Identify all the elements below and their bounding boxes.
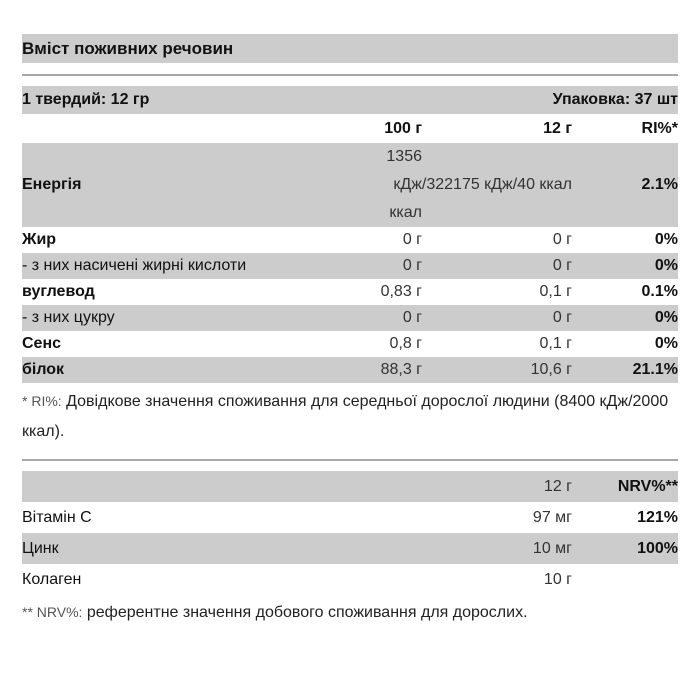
header-name xyxy=(22,114,322,143)
vitamin-nrv: 100% xyxy=(572,533,678,564)
serving-size: 1 твердий: 12 гр xyxy=(22,91,150,108)
header-per100: 100 г xyxy=(384,120,422,137)
nutrient-name: Жир xyxy=(22,231,57,248)
nutrient-ri: 0% xyxy=(572,253,678,279)
nutrient-ri: 21.1% xyxy=(572,357,678,383)
energy-values xyxy=(322,143,572,227)
header-nrv: NRV%** xyxy=(572,471,678,502)
table-row xyxy=(22,357,678,383)
table-row xyxy=(22,279,678,305)
vitamin-name: Цинк xyxy=(22,533,422,564)
nutrient-name: білок xyxy=(22,357,322,383)
nrv-footnote-marker: ** NRV%: xyxy=(22,604,83,620)
nutrient-name: вуглевод xyxy=(22,283,95,300)
nutrient-ri: 0% xyxy=(654,231,678,248)
divider xyxy=(22,459,678,461)
nutrient-name: Сенс xyxy=(22,335,62,352)
vitamins-table xyxy=(22,471,678,595)
nutrient-serving: 0 г xyxy=(422,253,572,279)
vitamin-nrv xyxy=(572,564,678,595)
nutrient-name: - з них цукру xyxy=(22,305,322,331)
table-row xyxy=(22,331,678,357)
energy-line-3: ккал xyxy=(389,204,422,221)
table-row xyxy=(22,305,678,331)
table-header xyxy=(22,114,678,143)
nutrient-per100: 0,83 г xyxy=(380,283,422,300)
nutrient-per100: 0,8 г xyxy=(389,335,422,352)
header-serving: 12 г xyxy=(543,120,572,137)
nutrient-ri: 0.1% xyxy=(641,283,678,300)
nutrient-name: Енергія xyxy=(22,143,322,227)
table-row xyxy=(22,502,678,533)
vitamin-serving: 97 мг xyxy=(532,509,572,526)
nutrient-ri: 0% xyxy=(572,305,678,331)
vitamin-serving: 10 г xyxy=(543,571,572,588)
nutrient-ri: 2.1% xyxy=(572,143,678,227)
nutrient-serving: 0,1 г xyxy=(539,335,572,352)
nrv-footnote xyxy=(22,599,678,626)
nutrient-serving: 0,1 г xyxy=(539,283,572,300)
nutrient-serving: 0 г xyxy=(422,305,572,331)
vitamin-serving: 10 мг xyxy=(422,533,572,564)
table-row xyxy=(22,227,678,253)
nutrient-name: - з них насичені жирні кислоти xyxy=(22,253,322,279)
header-ri: RI%* xyxy=(641,120,678,137)
ri-footnote xyxy=(22,386,678,447)
nutrient-per100: 0 г xyxy=(402,231,422,248)
ri-footnote-text: Довідкове значення споживання для середньої дорослої людини (8400 кДж/2000 ккал). xyxy=(22,393,669,440)
serving-info xyxy=(22,86,678,114)
vitamin-name: Вітамін С xyxy=(22,509,92,526)
table-row xyxy=(22,533,678,564)
nutrient-ri: 0% xyxy=(654,335,678,352)
energy-line-1: 1356 xyxy=(386,148,422,165)
ri-footnote-marker: * RI%: xyxy=(22,393,62,409)
header-name xyxy=(22,471,422,502)
nrv-footnote-text: референтне значення добового споживання для дорослих. xyxy=(82,604,528,621)
nutrient-serving: 10,6 г xyxy=(422,357,572,383)
nutrition-panel xyxy=(22,34,678,626)
nutrient-per100: 0 г xyxy=(322,305,422,331)
nutrient-per100: 88,3 г xyxy=(322,357,422,383)
table-row-energy xyxy=(22,143,678,227)
vitamin-nrv: 121% xyxy=(637,509,678,526)
header-serving: 12 г xyxy=(422,471,572,502)
table-header xyxy=(22,471,678,502)
vitamin-name: Колаген xyxy=(22,571,82,588)
energy-line-2: кДж/322175 кДж/40 ккал xyxy=(393,176,572,193)
nutrient-per100: 0 г xyxy=(322,253,422,279)
table-row xyxy=(22,253,678,279)
package-count: Упаковка: 37 шт xyxy=(552,91,678,108)
page-title: Вміст поживних речовин xyxy=(22,34,678,63)
nutrients-table xyxy=(22,114,678,383)
table-row xyxy=(22,564,678,595)
divider xyxy=(22,74,678,76)
nutrient-serving: 0 г xyxy=(552,231,572,248)
